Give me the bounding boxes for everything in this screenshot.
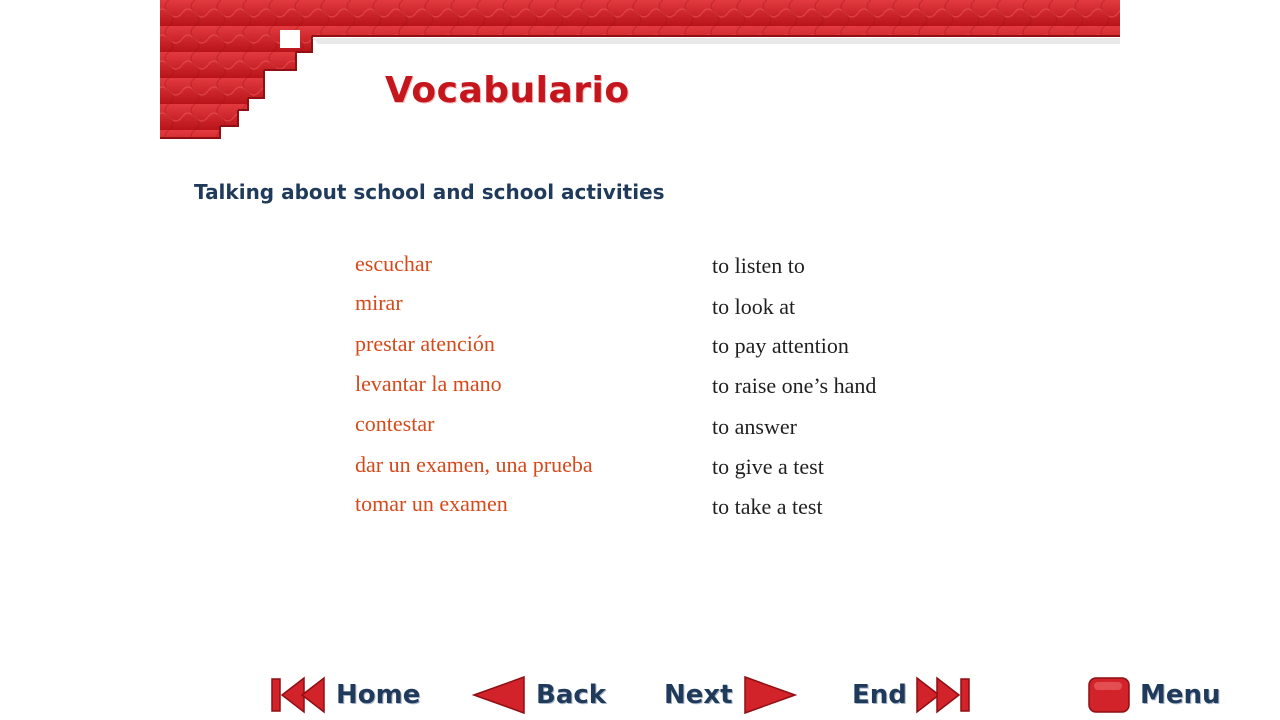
menu-button[interactable] <box>1086 670 1221 720</box>
vocab-meaning: to pay attention <box>712 333 849 358</box>
back-button[interactable] <box>472 670 606 720</box>
header-banner <box>0 0 1280 150</box>
vocab-term: escuchar <box>355 251 432 276</box>
vocab-term: prestar atención <box>355 331 495 356</box>
vocab-meaning: to give a test <box>712 454 824 479</box>
vocab-meaning: to raise one’s hand <box>712 373 877 398</box>
vocab-meaning: to look at <box>712 294 796 319</box>
end-label: End <box>852 680 907 710</box>
vocab-term: mirar <box>355 290 403 315</box>
vocab-term: tomar un examen <box>355 491 508 516</box>
vocab-term: dar un examen, una prueba <box>355 452 593 477</box>
vocab-meaning: to listen to <box>712 253 805 278</box>
back-label: Back <box>536 680 607 710</box>
double-arrow-right-icon <box>915 675 973 715</box>
home-label: Home <box>336 680 421 710</box>
page-title: Vocabulario <box>385 70 630 111</box>
menu-label: Menu <box>1140 680 1221 710</box>
end-button[interactable] <box>852 670 973 720</box>
vocab-meaning: to answer <box>712 414 797 439</box>
arrow-right-icon <box>741 675 797 715</box>
arrow-left-icon <box>472 675 528 715</box>
home-button[interactable] <box>270 670 420 720</box>
next-button[interactable] <box>664 670 797 720</box>
double-arrow-left-icon <box>270 675 328 715</box>
vocab-meaning: to take a test <box>712 494 823 519</box>
vocab-term: contestar <box>355 411 435 436</box>
square-button-icon <box>1086 675 1132 715</box>
next-label: Next <box>664 680 733 710</box>
vocab-term: levantar la mano <box>355 371 502 396</box>
section-subtitle: Talking about school and school activities <box>194 180 665 204</box>
